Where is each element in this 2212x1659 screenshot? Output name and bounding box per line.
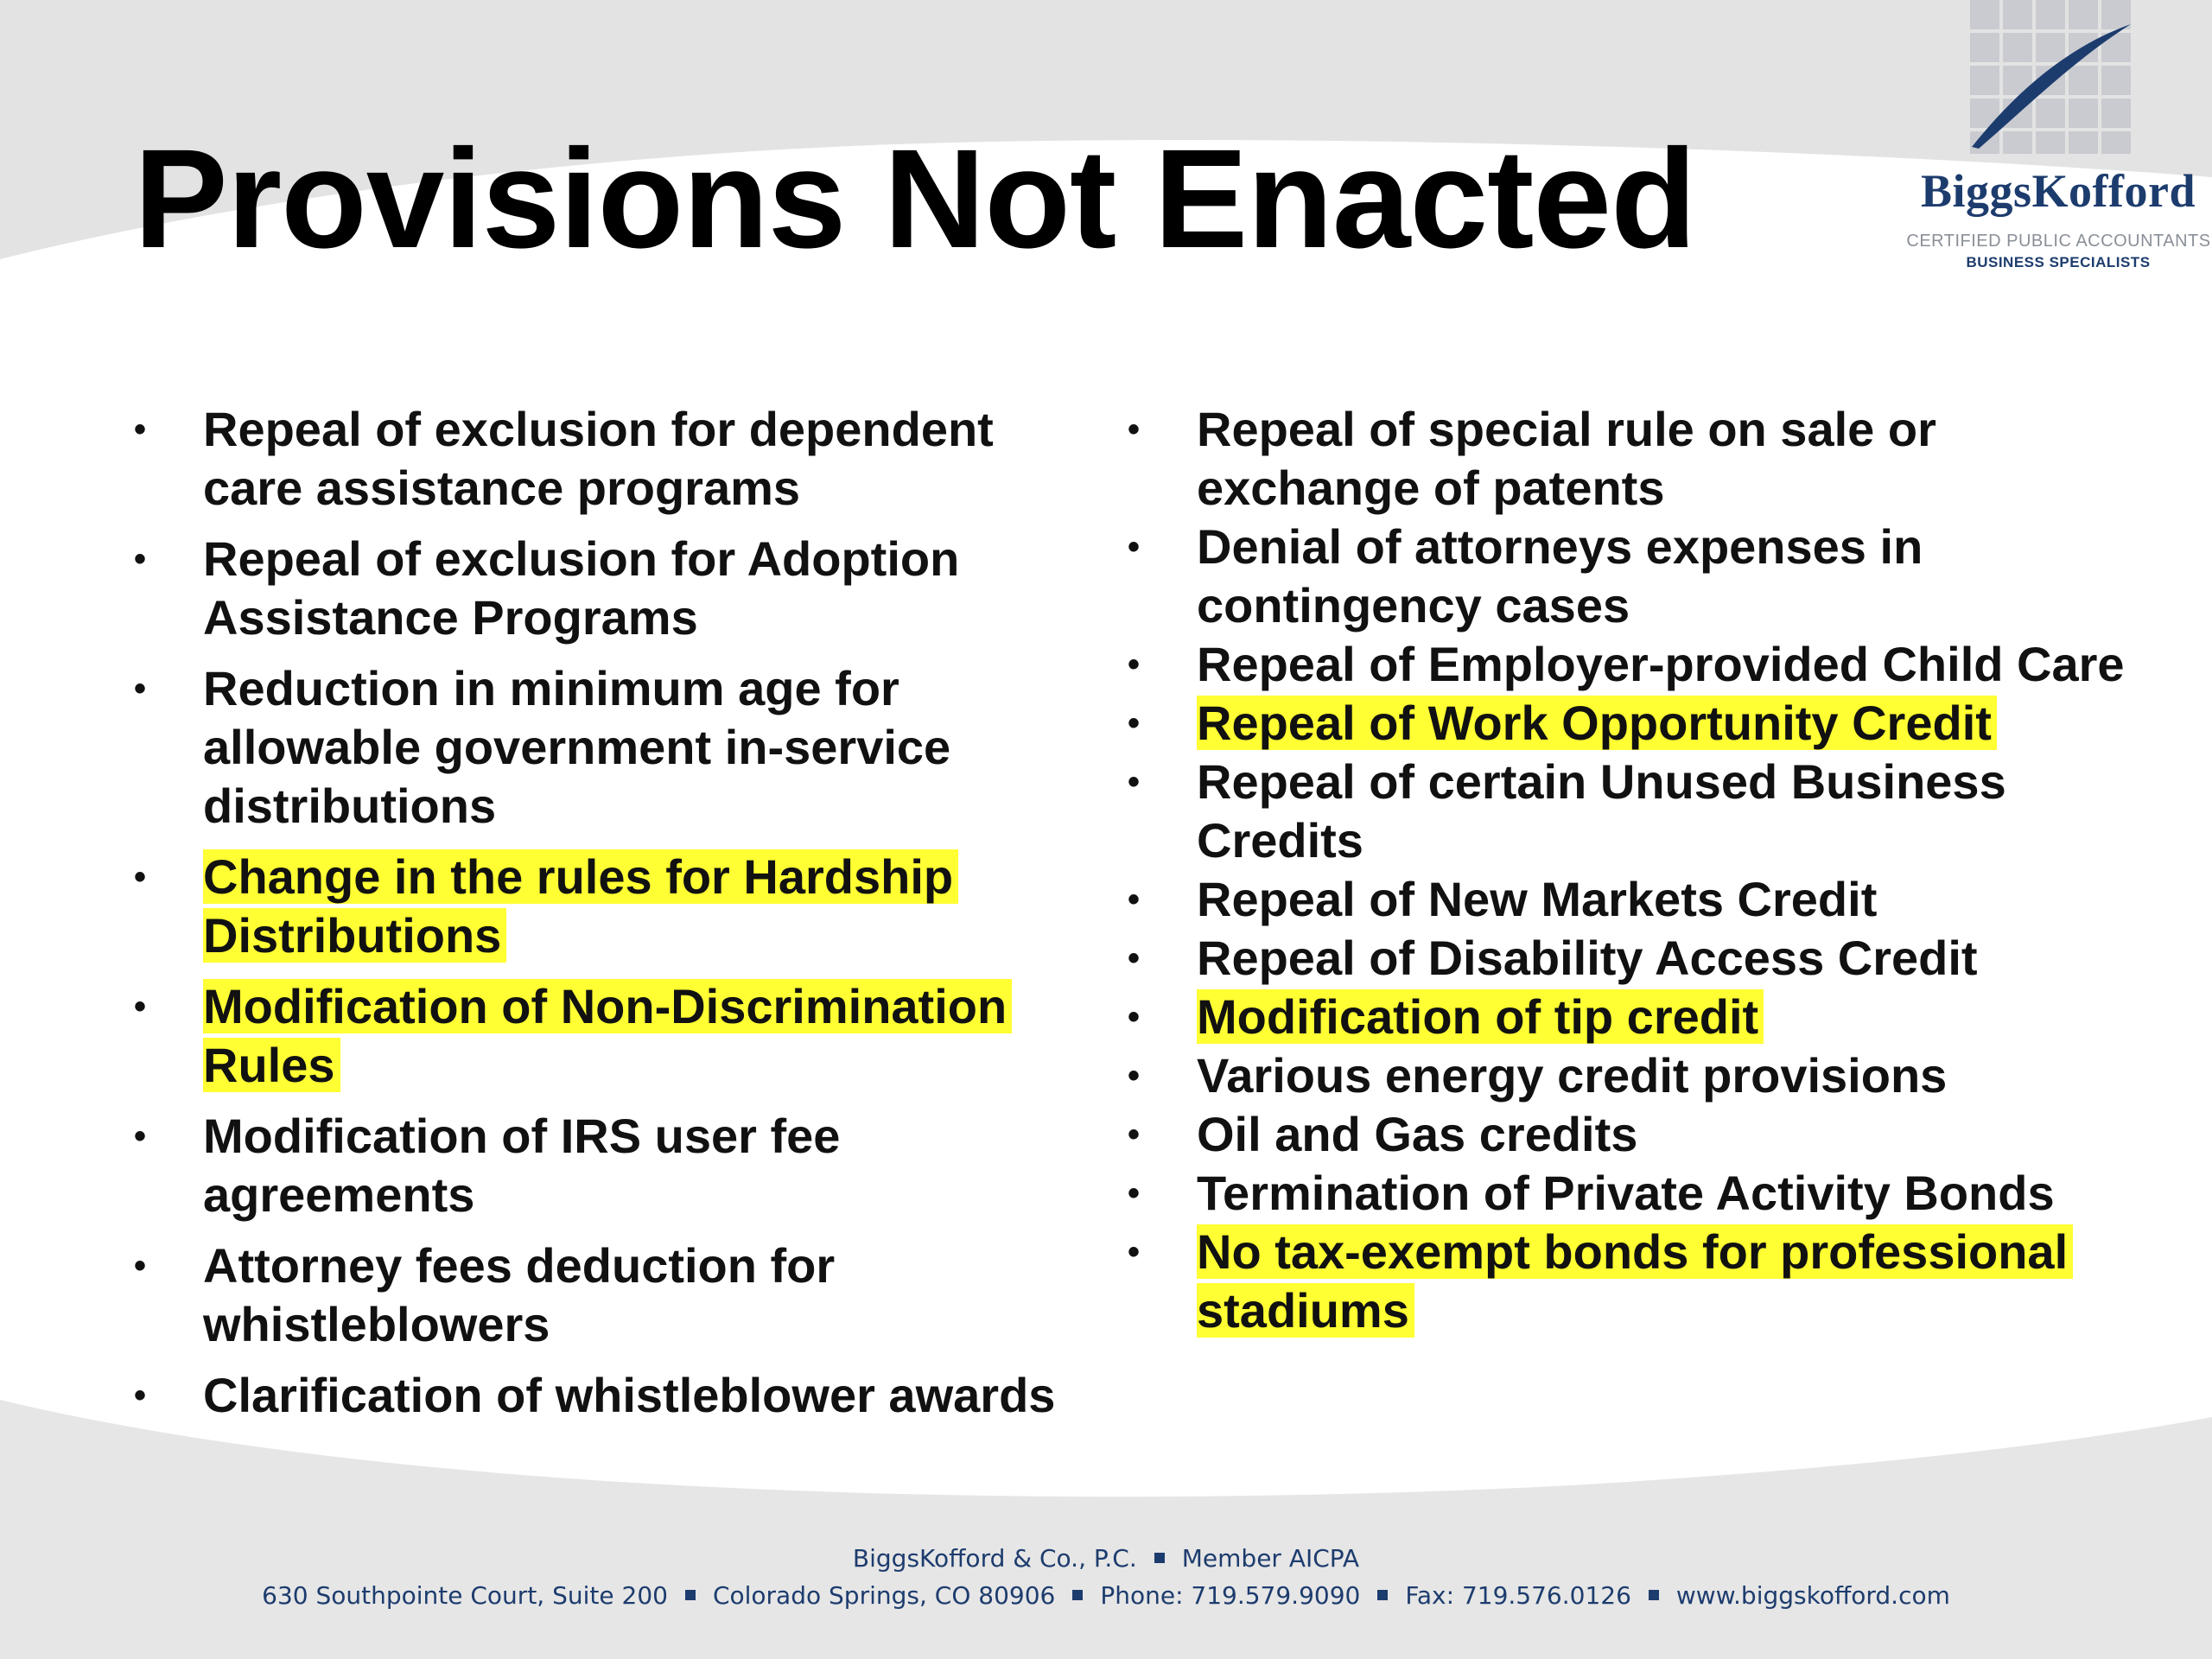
bullet-icon: • [134, 410, 147, 448]
left-bullet-item [134, 1366, 1084, 1425]
bullet-text: Attorney fees deduction for whistleblowers [203, 1238, 836, 1351]
footer-membership: Member AICPA [1181, 1544, 1360, 1573]
bullet-icon: • [1128, 528, 1141, 566]
footer-website-link[interactable]: www.biggskofford.com [1675, 1581, 1950, 1610]
bullet-text: Clarification of whistleblower awards [203, 1368, 1056, 1422]
bullet-icon: • [134, 1376, 147, 1414]
right-bullet-item [1128, 518, 2164, 635]
bullet-icon: • [1128, 1233, 1141, 1271]
logo-grid-swoosh-icon [1970, 0, 2143, 156]
right-bullet-item [1128, 400, 2164, 518]
bullet-icon: • [1128, 410, 1141, 448]
bullet-icon: • [134, 1247, 147, 1285]
left-bullet-item [134, 400, 1084, 518]
left-bullet-item [134, 659, 1084, 836]
bullet-icon: • [134, 540, 147, 578]
bullet-text: Modification of tip credit [1197, 989, 1764, 1044]
left-bullet-item [134, 530, 1084, 647]
logo-tagline-business: BUSINESS SPECIALISTS [1966, 254, 2151, 270]
bullet-text: Termination of Private Activity Bonds [1197, 1166, 2055, 1220]
bullet-icon: • [134, 988, 147, 1026]
right-bullet-item [1128, 870, 2164, 929]
bullet-text: Oil and Gas credits [1197, 1107, 1638, 1161]
bullet-icon: • [1128, 880, 1141, 918]
bullet-icon: • [1128, 998, 1141, 1036]
footer-city: Colorado Springs, CO 80906 [712, 1581, 1056, 1610]
bullet-text: Modification of Non-Discrimination Rules [203, 979, 1012, 1092]
right-bullet-item [1128, 929, 2164, 988]
bullet-text: Change in the rules for Hardship Distributions [203, 849, 958, 963]
bullet-text: Repeal of Employer-provided Child Care [1197, 637, 2125, 691]
bullet-text: Repeal of Disability Access Credit [1197, 931, 1978, 985]
logo-tagline-cpa: CERTIFIED PUBLIC ACCOUNTANTS [1906, 232, 2211, 251]
footer-phone: Phone: 719.579.9090 [1100, 1581, 1361, 1610]
right-bullet-item [1128, 753, 2164, 870]
bullet-icon: • [1128, 939, 1141, 977]
right-bullet-list [1128, 400, 2164, 1340]
bullet-text: Repeal of exclusion for dependent care assistance programs [203, 402, 994, 515]
right-bullet-item [1128, 1223, 2164, 1340]
separator-square-icon [1072, 1590, 1083, 1600]
bullet-text: Modification of IRS user fee agreements [203, 1109, 841, 1222]
footer-company-line [0, 1544, 2212, 1573]
right-bullet-item [1128, 635, 2164, 694]
bullet-icon: • [134, 1117, 147, 1155]
left-bullet-column [134, 400, 1084, 1437]
bullet-icon: • [134, 858, 147, 896]
footer-fax: Fax: 719.576.0126 [1405, 1581, 1631, 1610]
bullet-text: Denial of attorneys expenses in contingency cases [1197, 519, 1923, 632]
right-bullet-column [1128, 400, 2164, 1340]
bullet-icon: • [1128, 763, 1141, 801]
company-logo [1892, 0, 2212, 276]
bullet-text: Various energy credit provisions [1197, 1048, 1948, 1103]
bullet-text: Reduction in minimum age for allowable government in-service distributions [203, 661, 951, 833]
bullet-icon: • [1128, 1174, 1141, 1212]
left-bullet-item [134, 977, 1084, 1095]
right-bullet-item [1128, 694, 2164, 753]
bullet-text: Repeal of certain Unused Business Credits [1197, 754, 2006, 868]
right-bullet-item [1128, 1164, 2164, 1223]
right-bullet-item [1128, 988, 2164, 1046]
bullet-icon: • [134, 670, 147, 708]
bullet-text: Repeal of exclusion for Adoption Assistance Programs [203, 531, 960, 645]
left-bullet-item [134, 848, 1084, 965]
right-bullet-item [1128, 1105, 2164, 1164]
left-bullet-item [134, 1236, 1084, 1354]
bullet-icon: • [1128, 704, 1141, 742]
bullet-icon: • [1128, 1057, 1141, 1095]
right-bullet-item [1128, 1046, 2164, 1105]
bullet-text: No tax-exempt bonds for professional stadiums [1197, 1224, 2073, 1338]
bullet-text: Repeal of New Markets Credit [1197, 872, 1878, 926]
separator-square-icon [685, 1590, 696, 1600]
separator-square-icon [1649, 1590, 1659, 1600]
left-bullet-item [134, 1107, 1084, 1224]
left-bullet-list [134, 400, 1084, 1425]
footer-company-name: BiggsKofford & Co., P.C. [852, 1544, 1137, 1573]
logo-company-name: BiggsKofford [1920, 165, 2196, 217]
bullet-icon: • [1128, 1116, 1141, 1154]
footer-contact-line [0, 1581, 2212, 1610]
footer-address: 630 Southpointe Court, Suite 200 [262, 1581, 668, 1610]
bullet-text: Repeal of Work Opportunity Credit [1197, 696, 1997, 750]
separator-square-icon [1154, 1553, 1165, 1563]
slide-title: Provisions Not Enacted [134, 119, 1696, 277]
separator-square-icon [1377, 1590, 1388, 1600]
bullet-icon: • [1128, 645, 1141, 683]
bullet-text: Repeal of special rule on sale or exchange of patents [1197, 402, 1936, 515]
